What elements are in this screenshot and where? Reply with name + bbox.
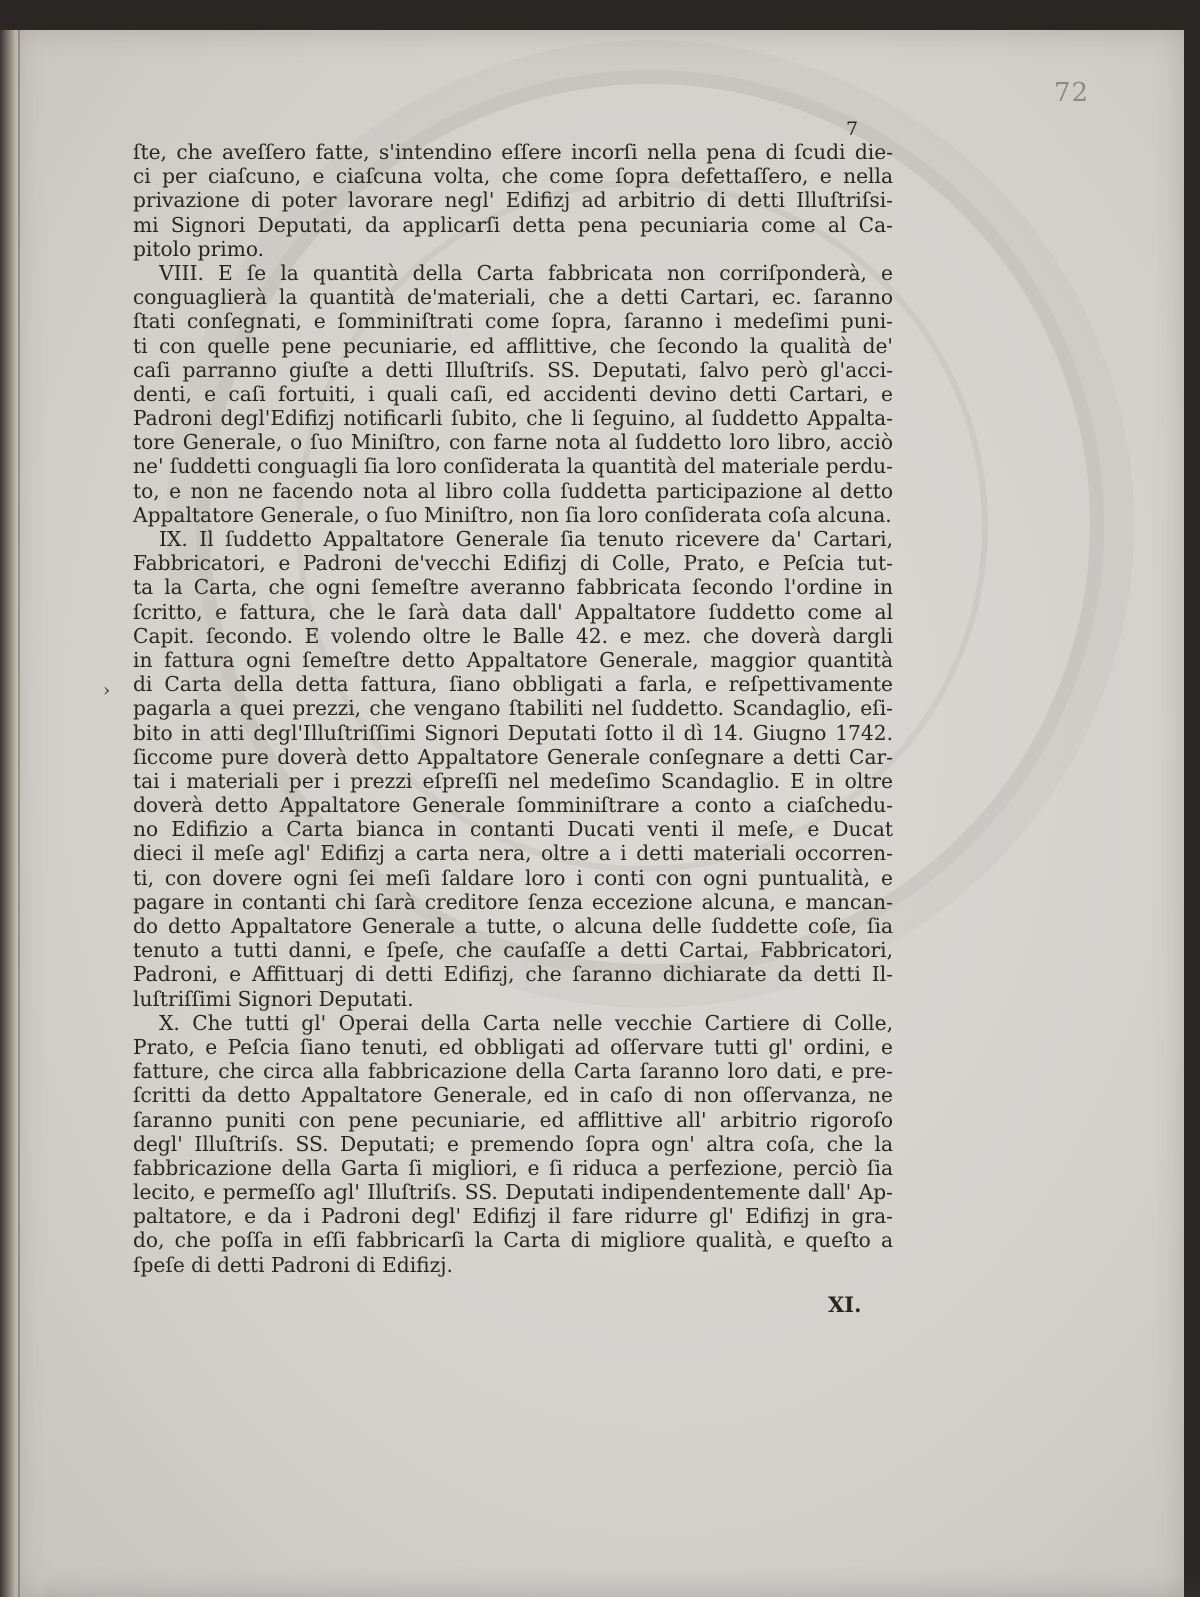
text-line: Fabbricatori, e Padroni de'vecchi Edifizj di Colle, Prato, e Peſcia tut- [133,551,893,576]
text-line: X. Che tutti gl' Operai della Carta nelle vecchie Cartiere di Colle, [159,1010,893,1035]
text-line: fabbricazione della Garta ſi migliori, e ſi riduca a perfezione, perciò ſia [133,1155,893,1180]
text-line: do detto Appaltatore Generale a tutte, o alcuna delle ſuddette coſe, ſia [133,914,893,938]
text-line: VIII. E ſe la quantità della Carta fabbricata non corriſponderà, e [159,260,893,285]
text-line: Appaltatore Generale, o ſuo Miniſtro, non ſia loro conſiderata coſa alcuna. [133,502,892,527]
text-line: denti, e caſi fortuiti, i quali caſi, ed accidenti devino detti Cartari, e [133,381,893,406]
text-line: Capit. ſecondo. E volendo oltre le Balle 42. e mez. che doverà dargli [133,623,893,648]
text-line: to, e non ne facendo nota al libro colla ſuddetta participazione al detto [133,478,893,503]
text-line: fatture, che circa alla fabbricazione della Carta ſaranno loro dati, e pre- [133,1059,893,1084]
text-line: paltatore, e da i Padroni degl' Edifizj il fare ridurre gl' Edifizj in gra- [133,1204,893,1229]
text-line: ti con quelle pene pecuniarie, ed afflittive, che ſecondo la qualità de' [133,333,893,358]
text-line: ſcritti da detto Appaltatore Generale, ed in caſo di non oſſervanza, ne [133,1083,893,1108]
text-line: in fattura ogni ſemeſtre detto Appaltatore Generale, maggior quantità [133,647,893,672]
text-line: Prato, e Peſcia ſiano tenuti, ed obbligati ad oſſervare tutti gl' ordini, e [133,1034,893,1059]
text-line: ci per ciaſcuno, e ciaſcuna volta, che come ſopra defettaſſero, e nella [133,164,893,189]
text-line: ſpeſe di detti Padroni di Edifizj. [133,1252,453,1277]
binding-gutter [18,30,20,1597]
text-line: pagare in contanti chi ſarà creditore ſenza eccezione alcuna, e mancan- [133,889,893,914]
text-line: doverà detto Appaltatore Generale ſomminiſtrare a conto a ciaſchedu- [133,793,893,818]
text-line: pagarla a quei prezzi, che vengano ſtabiliti nel ſuddetto. Scandaglio, eſi- [133,696,893,721]
text-line: Padroni, e Affittuarj di detti Edifizj, che ſaranno dichiarate da detti Il- [133,962,893,987]
page-bottom-edge [46,1570,1200,1597]
text-line: dieci il meſe agl' Edifizj a carta nera, oltre a i detti materiali occorren- [133,841,893,866]
text-line: ſcritto, e fattura, che le ſarà data dall' Appaltatore ſuddetto come al [133,599,893,624]
text-line: IX. Il ſuddetto Appaltatore Generale ſia tenuto ricevere da' Cartari, [159,527,893,551]
text-line: caſi parranno giuſte a detti Illuſtriſs. SS. Deputati, ſalvo però gl'acci- [133,357,893,382]
text-line: di Carta della detta fattura, ſiano obbligati a farla, e reſpettivamente [133,672,893,697]
margin-mark: › [103,680,111,701]
text-line: ti, con dovere ogni ſei meſi ſaldare loro i conti con ogni puntualità, e [133,865,893,890]
archive-folio-number: 72 [1054,78,1090,108]
text-line: luſtriſſimi Signori Deputati. [133,986,414,1011]
text-line: tai i materiali per i prezzi eſpreſſi nel medeſimo Scandaglio. E in oltre [133,768,893,793]
text-line: ta la Carta, che ogni ſemeſtre averanno fabbricata ſecondo l'ordine in [133,575,893,600]
text-line: no Edifizio a Carta bianca in contanti Ducati venti il meſe, e Ducat [133,817,893,842]
text-line: degl' Illuſtriſs. SS. Deputati; e premendo ſopra ogn' altra coſa, che la [133,1131,893,1156]
text-line: do, che poſſa in eſſi fabbricarſi la Carta di migliore qualità, e queſto a [133,1228,893,1253]
text-line: tore Generale, o ſuo Miniſtro, con farne nota al ſuddetto loro libro, acciò [133,430,893,455]
text-line: lecito, e permeſſo agl' Illuſtriſs. SS. Deputati indipendentemente dall' Ap- [133,1180,893,1205]
catchword: XI. [828,1292,862,1317]
text-line: mi Signori Deputati, da applicarſi detta pena pecuniaria come al Ca- [133,212,893,237]
text-line: privazione di poter lavorare negl' Edifizj ad arbitrio di detti Illuſtriſsi- [133,188,893,213]
text-line: bito in atti degl'Illuſtriſſimi Signori Deputati ſotto il dì 14. Giugno 1742. [133,720,893,745]
text-line: pitolo primo. [133,236,265,261]
text-line: ne' ſuddetti conguagli ſia loro conſiderata la quantità del materiale perdu- [133,454,893,479]
text-line: conguaglierà la quantità de'materiali, che a detti Cartari, ec. ſaranno [133,285,893,310]
document-body [133,140,893,1277]
page-number: 7 [846,118,859,140]
text-line: ſiccome pure doverà detto Appaltatore Generale conſegnare a detti Car- [133,744,893,769]
text-line: ſaranno puniti con pene pecuniarie, ed afflittive all' arbitrio rigoroſo [133,1107,893,1132]
text-line: Padroni degl'Edifizj notificarli ſubito, che li ſeguino, al ſuddetto Appalta- [133,406,893,431]
text-line: tenuto a tutti danni, e ſpeſe, che cauſaſſe a detti Cartai, Fabbricatori, [133,938,893,963]
previous-page-edge [0,30,16,1597]
text-line: ſtati conſegnati, e ſomminiſtrati come ſopra, ſaranno i medeſimi puni- [133,309,893,334]
text-line: ſte, che aveſſero fatte, s'intendino eſſere incorſi nella pena di ſcudi die- [133,140,893,164]
